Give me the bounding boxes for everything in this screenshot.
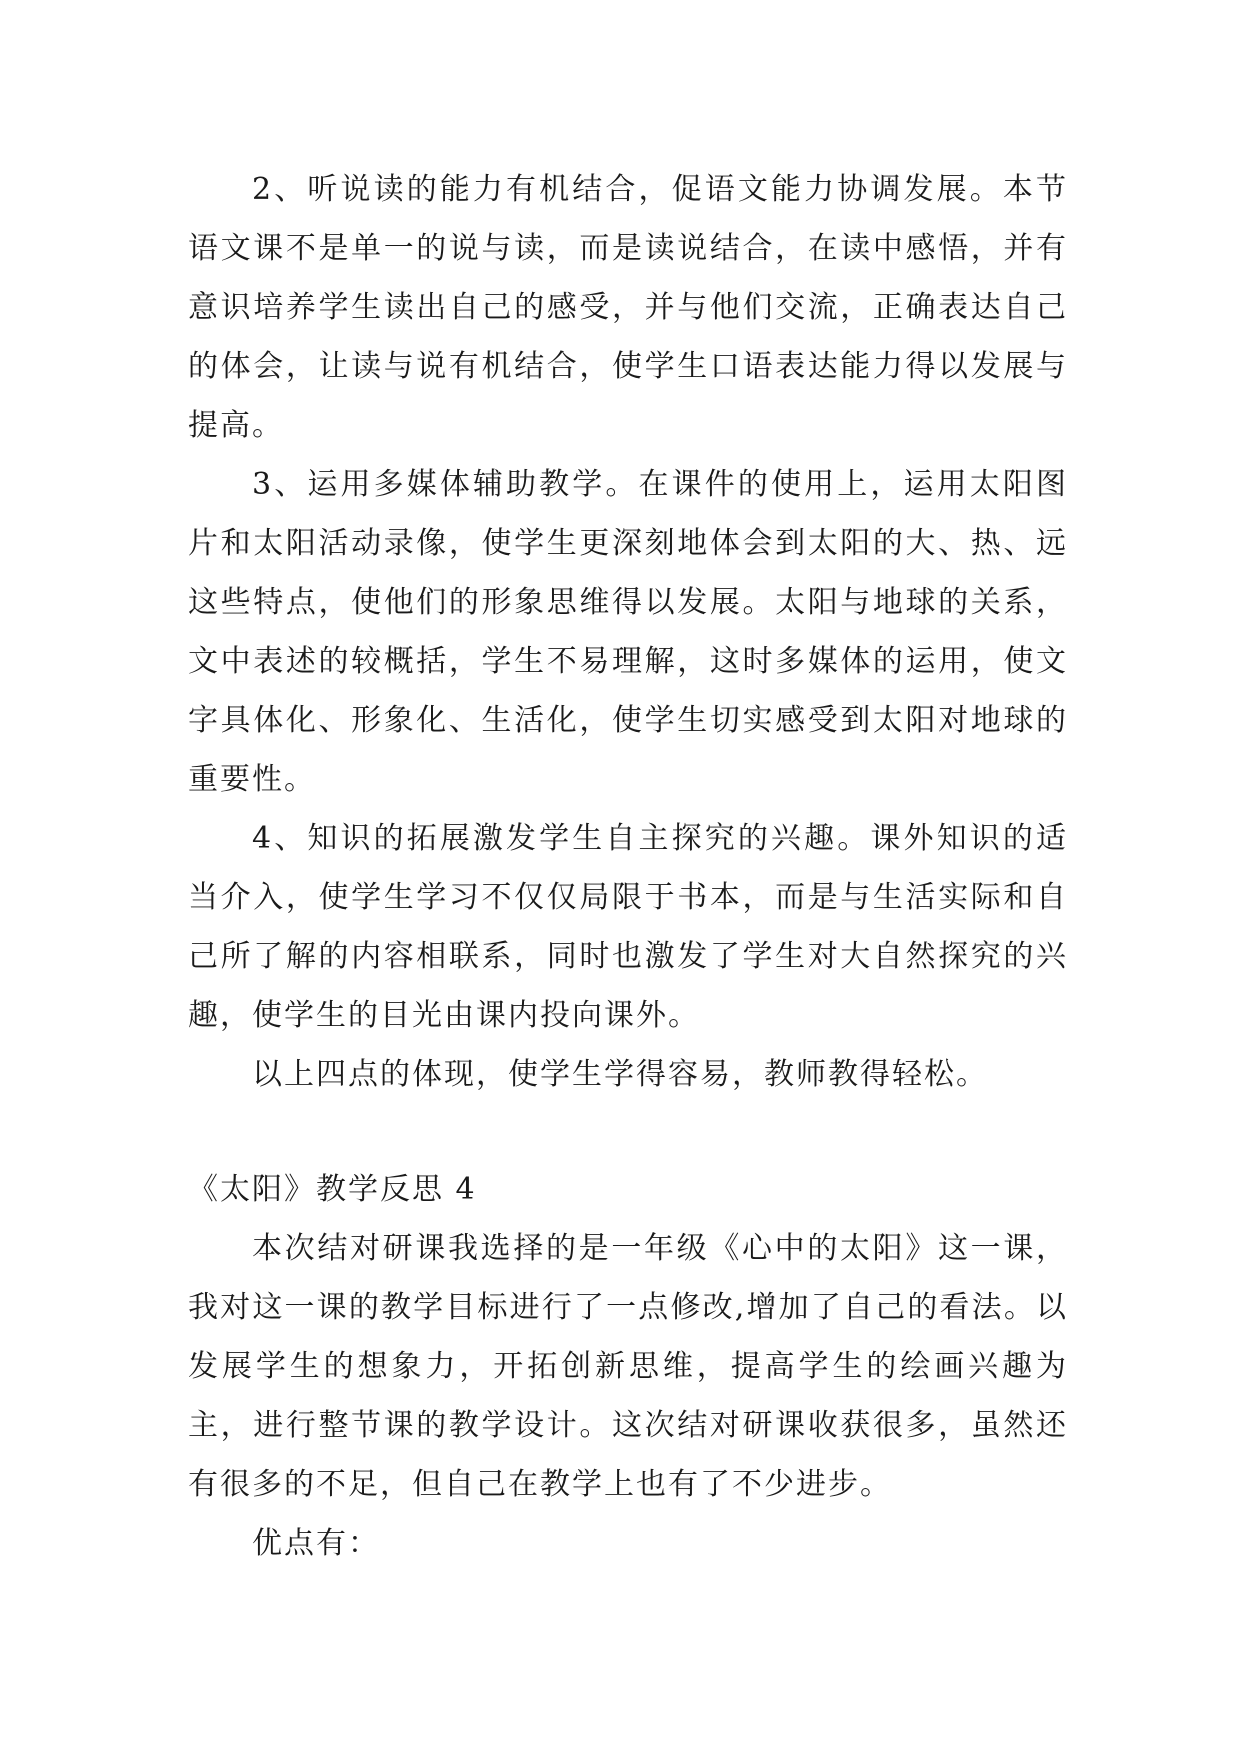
section-heading: 《太阳》教学反思 4 — [188, 1172, 477, 1207]
document-body — [188, 160, 1068, 1573]
paragraph-summary: 以上四点的体现，使学生学得容易，教师教得轻松。 — [252, 1057, 988, 1092]
paragraph-point-4: 4、知识的拓展激发学生自主探究的兴趣。课外知识的适当介入，使学生学习不仅仅局限于书本，而是与生活实际和自己所了解的内容相联系，同时也激发了学生对大自然探究的兴趣，使学生的目光由课内投向课外。 — [188, 821, 1068, 1033]
paragraph-point-2: 2、听说读的能力有机结合，促语文能力协调发展。本节语文课不是单一的说与读，而是读说结合，在读中感悟，并有意识培养学生读出自己的感受，并与他们交流，正确表达自己的体会，让读与说有机结合，使学生口语表达能力得以发展与提高。 — [188, 172, 1068, 443]
paragraph-intro: 本次结对研课我选择的是一年级《心中的太阳》这一课，我对这一课的教学目标进行了一点修改,增加了自己的看法。以发展学生的想象力，开拓创新思维，提高学生的绘画兴趣为主，进行整节课的教学设计。这次结对研课收获很多，虽然还有很多的不足，但自己在教学上也有了不少进步。 — [188, 1231, 1068, 1502]
paragraph-advantages-label: 优点有： — [252, 1526, 380, 1561]
paragraph-point-3: 3、运用多媒体辅助教学。在课件的使用上，运用太阳图片和太阳活动录像，使学生更深刻地体会到太阳的大、热、远这些特点，使他们的形象思维得以发展。太阳与地球的关系，文中表述的较概括，学生不易理解，这时多媒体的运用，使文字具体化、形象化、生活化，使学生切实感受到太阳对地球的重要性。 — [188, 467, 1068, 797]
